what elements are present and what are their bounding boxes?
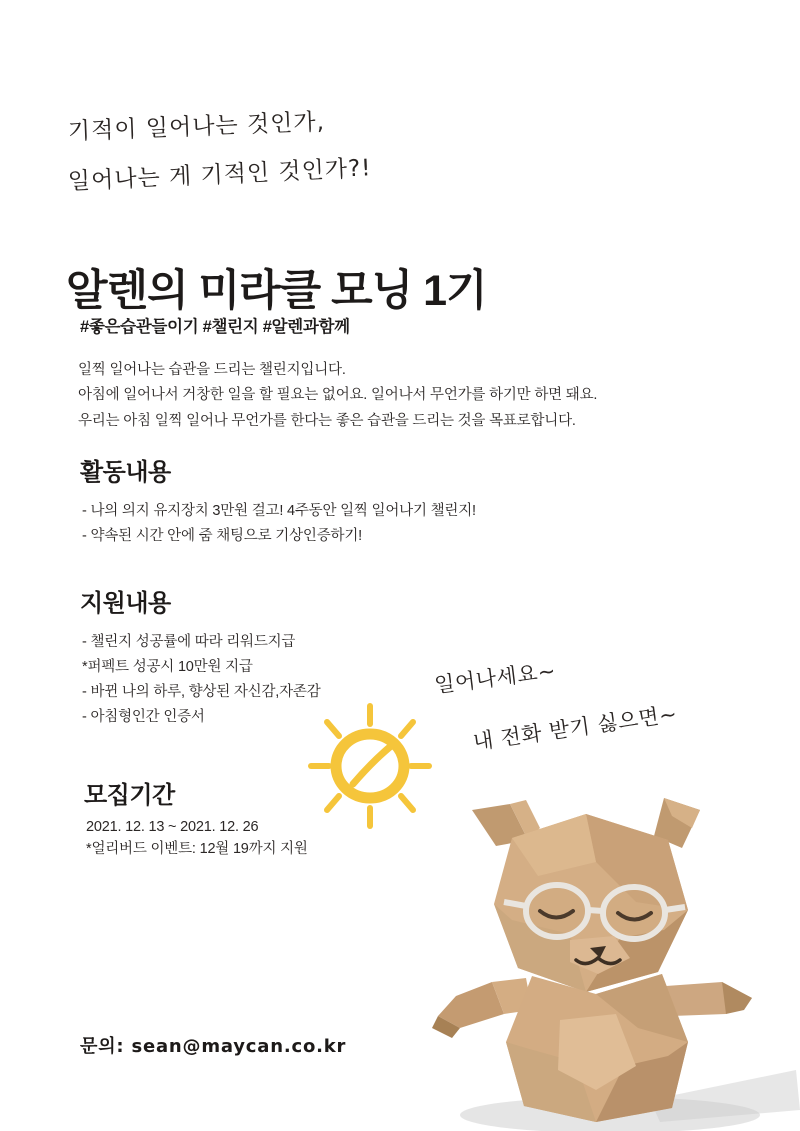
- handwritten-line-1: 기적이 일어나는 것인가,: [67, 109, 326, 145]
- section-line: *얼리버드 이벤트: 12월 19까지 지원: [86, 841, 308, 858]
- intro-line: 일찍 일어나는 습관을 드리는 챌린지입니다.: [78, 362, 346, 378]
- section-period: [84, 775, 308, 861]
- hashtag-line: #좋은습관들이기 #챌린지 #알렌과함께: [80, 318, 350, 336]
- intro-line: 아침에 일어나서 거창한 일을 할 필요는 없어요. 일어나서 무언가를 하기만 하면 돼요.: [78, 387, 598, 404]
- section-line: *퍼펙트 성공시 10만원 지급: [82, 658, 253, 675]
- page-title: 알렌의 미라클 모닝 1기: [66, 266, 487, 315]
- speech-line-1: 일어나세요~: [433, 658, 558, 698]
- section-body: [84, 816, 308, 861]
- section-support: [80, 583, 321, 730]
- handwritten-line-2: 일어나는 게 기적인 것인가?!: [67, 155, 373, 195]
- section-line: 2021. 12. 13 ~ 2021. 12. 26: [86, 819, 259, 835]
- section-title: 지원내용: [80, 590, 171, 617]
- section-title: 활동내용: [80, 459, 171, 486]
- section-line: - 바뀐 나의 하루, 향상된 자신감,자존감: [82, 683, 321, 700]
- section-line: - 아침형인간 인증서: [82, 708, 205, 725]
- section-body: [80, 499, 476, 549]
- section-line: - 챌린지 성공률에 따라 리워드지급: [82, 634, 296, 650]
- intro-line: 우리는 아침 일찍 일어나 무언가를 한다는 좋은 습관을 드리는 것을 목표로합니다.: [78, 412, 576, 429]
- section-line: - 약속된 시간 안에 줌 채팅으로 기상인증하기!: [82, 527, 362, 544]
- contact-info: 문의: sean@maycan.co.kr: [80, 1036, 347, 1057]
- section-title: 모집기간: [84, 782, 175, 809]
- section-activity: [80, 452, 476, 549]
- intro-paragraph: [78, 358, 597, 434]
- speech-line-2: 내 전화 받기 싫으면~: [471, 701, 679, 755]
- section-line: - 나의 의지 유지장치 3만원 걸고! 4주동안 일찍 일어나기 챌린지!: [82, 503, 476, 519]
- section-body: [80, 630, 321, 730]
- bear-illustration: [400, 770, 800, 1131]
